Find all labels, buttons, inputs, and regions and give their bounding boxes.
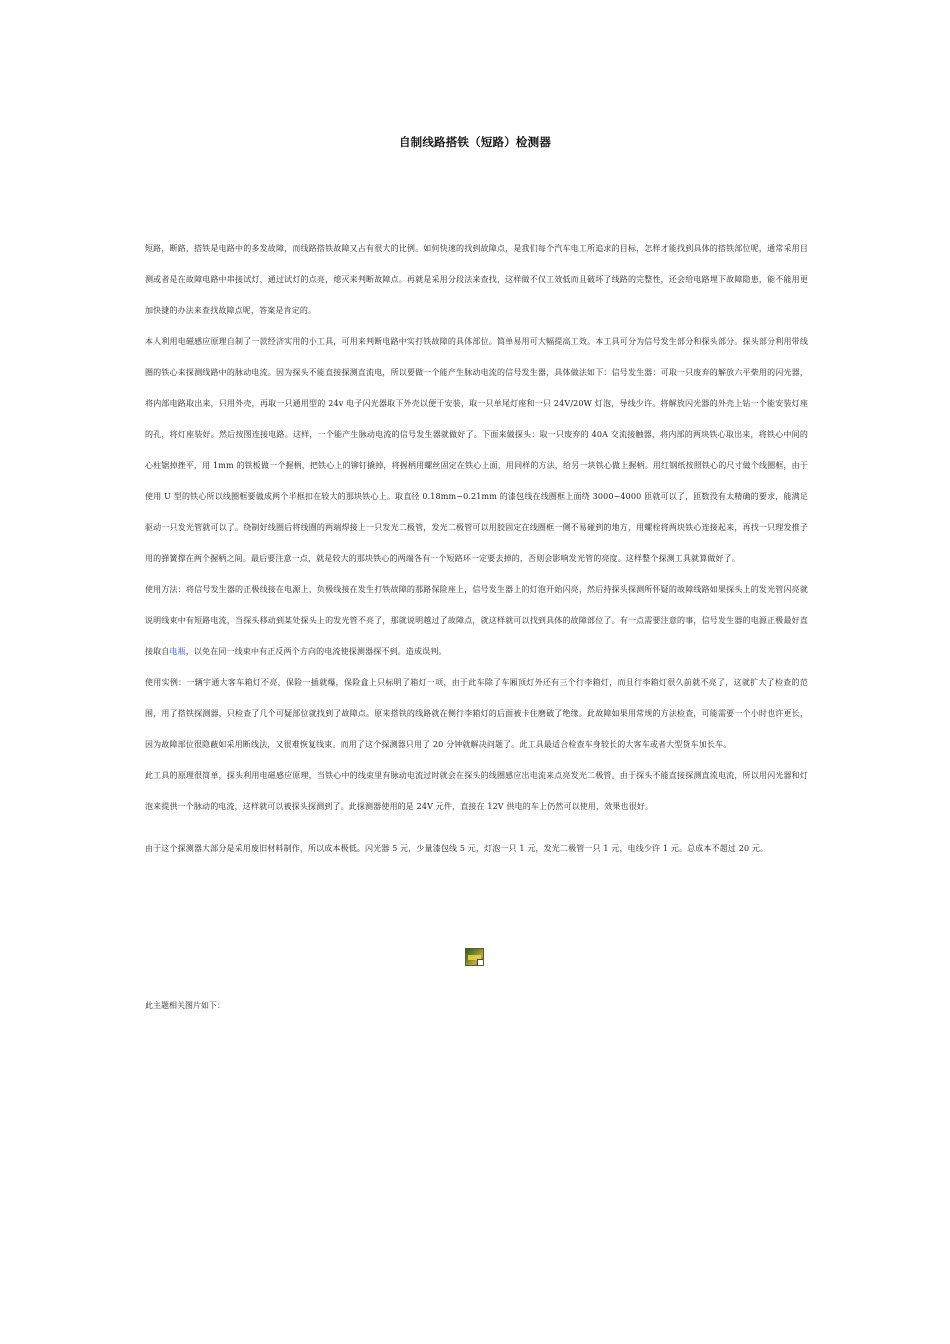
photo-thumbnail-icon	[465, 948, 484, 966]
document-body	[145, 233, 808, 864]
battery-link[interactable]: 电瓶	[169, 647, 186, 656]
construction-paragraph: 本人利用电磁感应原理自制了一款经济实用的小工具，可用来判断电路中实打铁故障的具体部位。简单易用可大幅提高工效。本工具可分为信号发生部分和探头部分。探头部分利用带线圈的铁心来探测线路中的脉动电流。因为探头不能直接探测直流电，所以要做一个能产生脉动电流的信号发生器，具体做法如下：信号发生器：可取一只废弃的解放六平柴用的闪光器，将内部电路取出来，只用外壳，再取一只通用型的 24v 电子闪光器取下外壳以便于安装，取一只单尾灯座和一只 24V/20W 灯泡，导线少许。将解放闪光器的外壳上钻一个能安装灯座的孔，将灯座装好。然后按图连接电路。这样，一个能产生脉动电流的信号发生器就做好了。下面来做探头：取一只废弃的 40A 交流接触器，将内部的两块铁心取出来，将铁心中间的心柱锯掉挫平，用 1mm 的铁板做一个握柄，把铁心上的铆钉撬掉，将握柄用螺丝固定在铁心上面，用同样的方法，给另一块铁心做上握柄。用红钢纸按照铁心的尺寸做个线圈框，由于使用 U 型的铁心所以线圈框要做成两个半框扣在较大的那块铁心上。取直径 0.18mm~0.21mm 的漆包线在线圈框上面绕 3000~4000 匝就可以了，匝数没有太精确的要求，能满足驱动一只发光管就可以了。绕制好线圈后将线圈的两端焊接上一只发光二极管，发光二极管可以用胶固定在线圈框一侧不易碰到的地方，用螺栓将两块铁心连接起来，再找一只理发推子用的弹簧撑在两个握柄之间。最后要注意一点，就是较大的那块铁心的两端各有一个短路环一定要去掉的，否则会影响发光管的亮度。这样整个探测工具就算做好了。	[145, 337, 808, 563]
usage-text-start: 使用方法：将信号发生器的正极线接在电源上，负极线接在发生打铁故障的那路保险座上，信号发生器上的灯泡开始闪亮，然后持探头探测所怀疑的故障线路如果探头上的发光管闪亮就说明线束中有短路电流，当探头移动到某处探头上的发光管不亮了，那就说明越过了故障点，就这样就可以找到具体的故障部位了。有一点需要注意的事，信号发生器的电源正极最好直接取自	[145, 585, 808, 656]
photo-caption: 此主题相关图片如下：	[145, 1001, 225, 1010]
cost-paragraph: 由于这个探测器大部分是采用废旧材料制作，所以成本极低。闪光器 5 元，少量漆包线 5 元，灯泡一只 1 元，发光二极管一只 1 元，电线少许 1 元。总成本不超过 20 元。	[145, 844, 769, 853]
usage-paragraph	[145, 574, 808, 667]
photo-corner-mark	[477, 959, 483, 965]
principle-paragraph: 此工具的原理很简单，探头利用电磁感应原理，当铁心中的线束里有脉动电流过时就会在探头的线圈感应出电流来点亮发光二极管。由于探头不能直接探测直流电流，所以用闪光器和灯泡来提供一个脉动的电流，这样就可以被探头探测到了。此探测器使用的是 24V 元件，直接在 12V 供电的车上仍然可以使用，效果也很好。	[145, 771, 808, 811]
usage-text-end: ，以免在同一线束中有正反两个方向的电流使探测器探不到。造成误判。	[185, 647, 447, 656]
intro-paragraph: 短路，断路，搭铁是电路中的多发故障，而线路搭铁故障又占有很大的比例。如何快速的找到故障点，是我们每个汽车电工所追求的目标，怎样才能找到具体的搭铁部位呢，通常采用目测或者是在故障电路中串接试灯，通过试灯的点亮，熄灭来判断故障点。再就是采用分段法来查找，这样做不仅工效低而且破坏了线路的完整性，还会给电路埋下故障隐患，能不能用更加快捷的办法来查找故障点呢，答案是肯定的。	[145, 244, 808, 315]
example-paragraph: 使用实例：一辆宇通大客车箱灯不亮，保险一插就爆，保险盒上只标明了箱灯一项，由于此车除了车厢顶灯外还有三个行李箱灯，而且行李箱灯很久前就不亮了，这就扩大了检查的范围，用了搭铁探测器，只检查了几个可疑部位就找到了故障点。原来搭铁的线路就在侧行李箱灯的后面被卡住磨破了绝缘。此故障如果用常规的方法检查，可能需要一个小时也许更长，因为故障部位很隐蔽如采用断线法，又很难恢复线束。而用了这个探测器只用了 20 分钟就解决问题了。此工具最适合检查车身较长的大客车或者大型货车加长车。	[145, 678, 808, 749]
document-title: 自制线路搭铁（短路）检测器	[398, 135, 552, 149]
photo-thumbnail[interactable]	[465, 948, 485, 968]
